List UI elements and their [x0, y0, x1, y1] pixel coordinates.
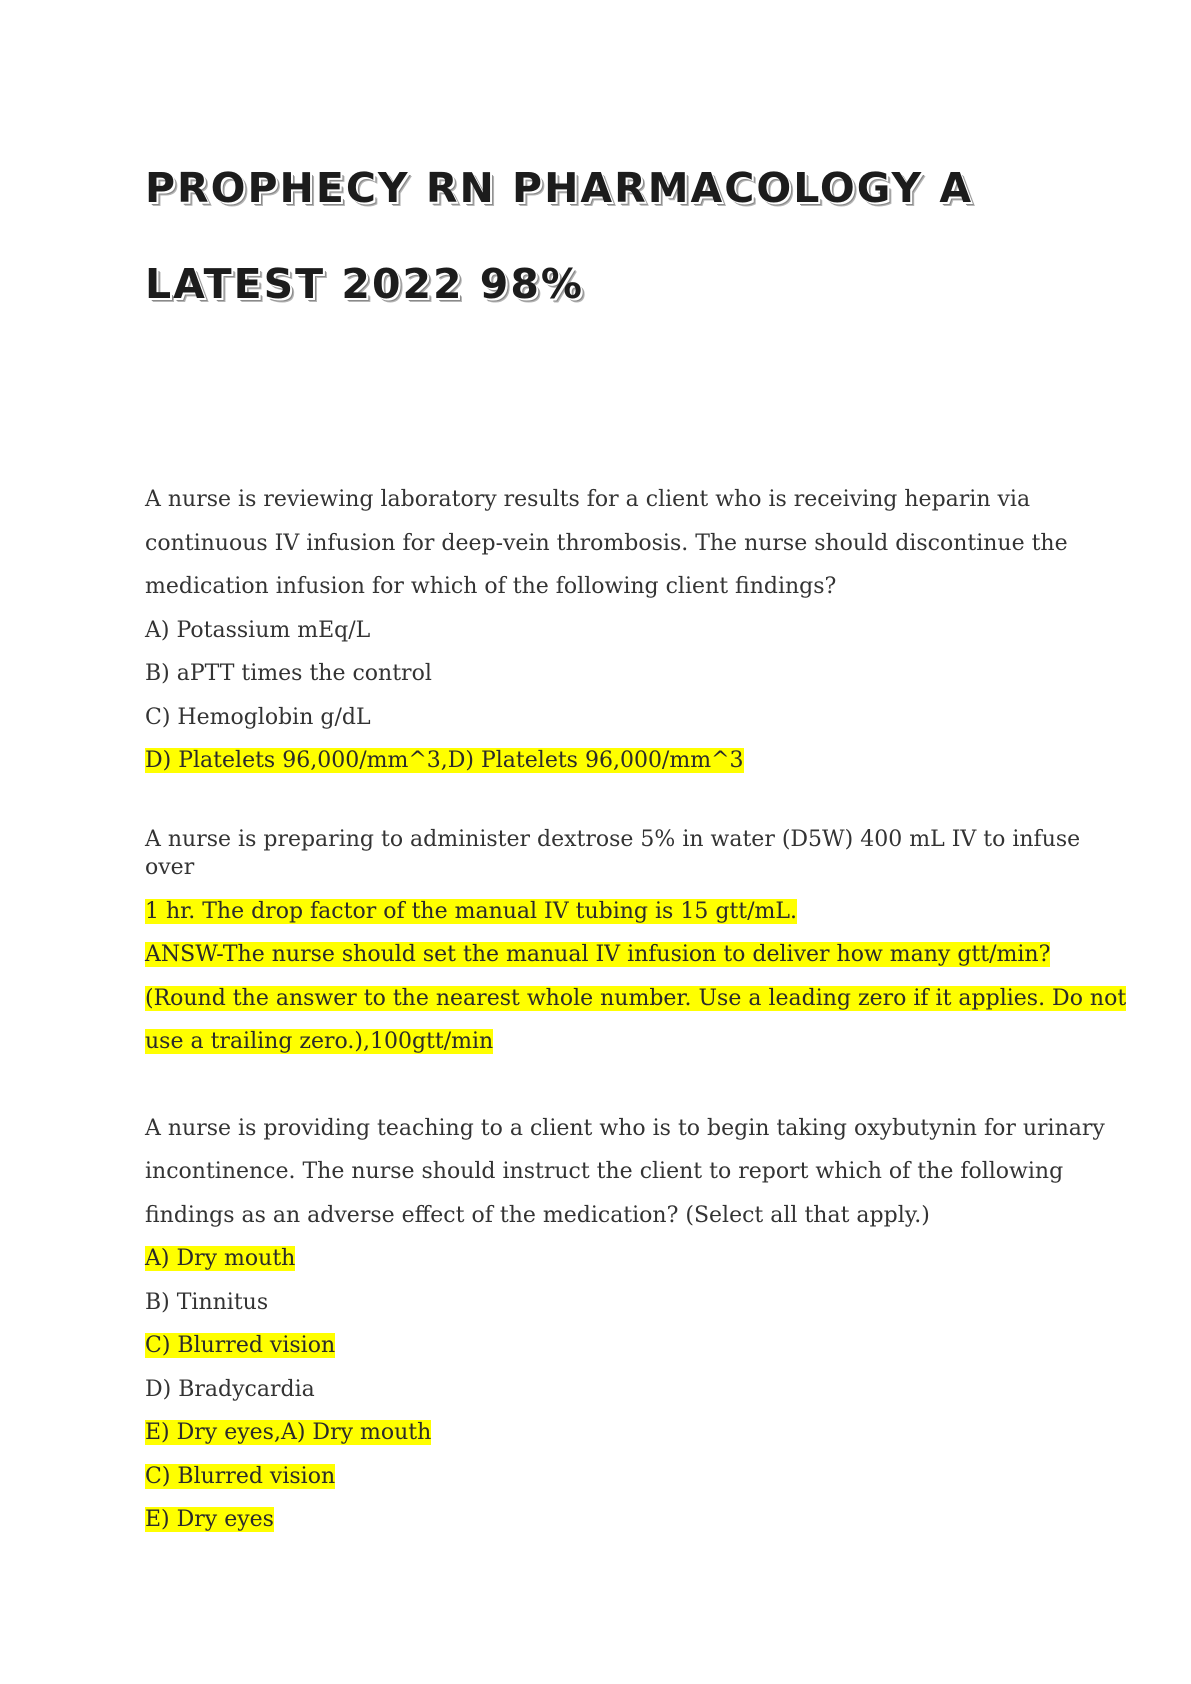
highlighted-line	[145, 933, 1075, 977]
question-stem-line: A nurse is reviewing laboratory results for a client who is receiving heparin via	[145, 487, 1031, 512]
question-heparin	[145, 478, 1075, 783]
document-title	[145, 140, 1075, 332]
question-stem-line: incontinence. The nurse should instruct the client to report which of the following	[145, 1159, 1064, 1184]
highlighted-line	[145, 890, 1075, 934]
highlighted-line	[145, 977, 1127, 1021]
answer-option: A) Potassium mEq/L	[145, 617, 371, 643]
highlighted-text: use a trailing zero.),100gtt/min	[145, 1029, 494, 1054]
question-stem-line: over	[145, 854, 195, 880]
answer-option: D) Bradycardia	[145, 1376, 315, 1402]
highlighted-answer: A) Dry mouth	[145, 1246, 296, 1271]
question-iv-infusion	[145, 826, 1127, 1064]
question-stem-line: medication infusion for which of the following client findings?	[145, 574, 837, 599]
question-oxybutynin	[145, 1107, 1105, 1542]
highlighted-answer: D) Platelets 96,000/mm^3,D) Platelets 96,000/mm^3	[145, 748, 744, 773]
answer-option-line	[145, 1455, 1075, 1499]
answer-option-line	[145, 1324, 1075, 1368]
title-line-2: LATEST 2022 98%	[145, 260, 584, 308]
answer-option-line	[145, 1411, 1075, 1455]
question-stem-line: A nurse is providing teaching to a client who is to begin taking oxybutynin for urinary	[145, 1115, 1105, 1141]
question-stem-line: continuous IV infusion for deep-vein thrombosis. The nurse should discontinue the	[145, 530, 1068, 556]
highlighted-text: (Round the answer to the nearest whole number. Use a leading zero if it applies. Do not	[145, 985, 1127, 1011]
highlighted-answer: E) Dry eyes	[145, 1507, 274, 1532]
answer-option-line	[145, 1237, 1075, 1281]
highlighted-answer: C) Blurred vision	[145, 1463, 336, 1489]
correct-answer-line	[145, 739, 1075, 783]
document-content	[145, 478, 1127, 1542]
answer-option: B) Tinnitus	[145, 1289, 269, 1315]
answer-option: C) Hemoglobin g/dL	[145, 704, 371, 730]
title-line-1: PROPHECY RN PHARMACOLOGY A	[145, 164, 974, 212]
answer-option-line	[145, 1498, 1075, 1542]
highlighted-text: ANSW-The nurse should set the manual IV infusion to deliver how many gtt/min?	[145, 942, 1051, 967]
answer-option: B) aPTT times the control	[145, 661, 432, 686]
question-stem-line: findings as an adverse effect of the medication? (Select all that apply.)	[145, 1202, 930, 1228]
highlighted-answer: E) Dry eyes,A) Dry mouth	[145, 1420, 432, 1445]
highlighted-answer: C) Blurred vision	[145, 1333, 336, 1358]
highlighted-text: 1 hr. The drop factor of the manual IV tubing is 15 gtt/mL.	[145, 898, 797, 924]
highlighted-line	[145, 1020, 1075, 1064]
question-stem-line: A nurse is preparing to administer dextrose 5% in water (D5W) 400 mL IV to infuse	[145, 826, 1081, 852]
